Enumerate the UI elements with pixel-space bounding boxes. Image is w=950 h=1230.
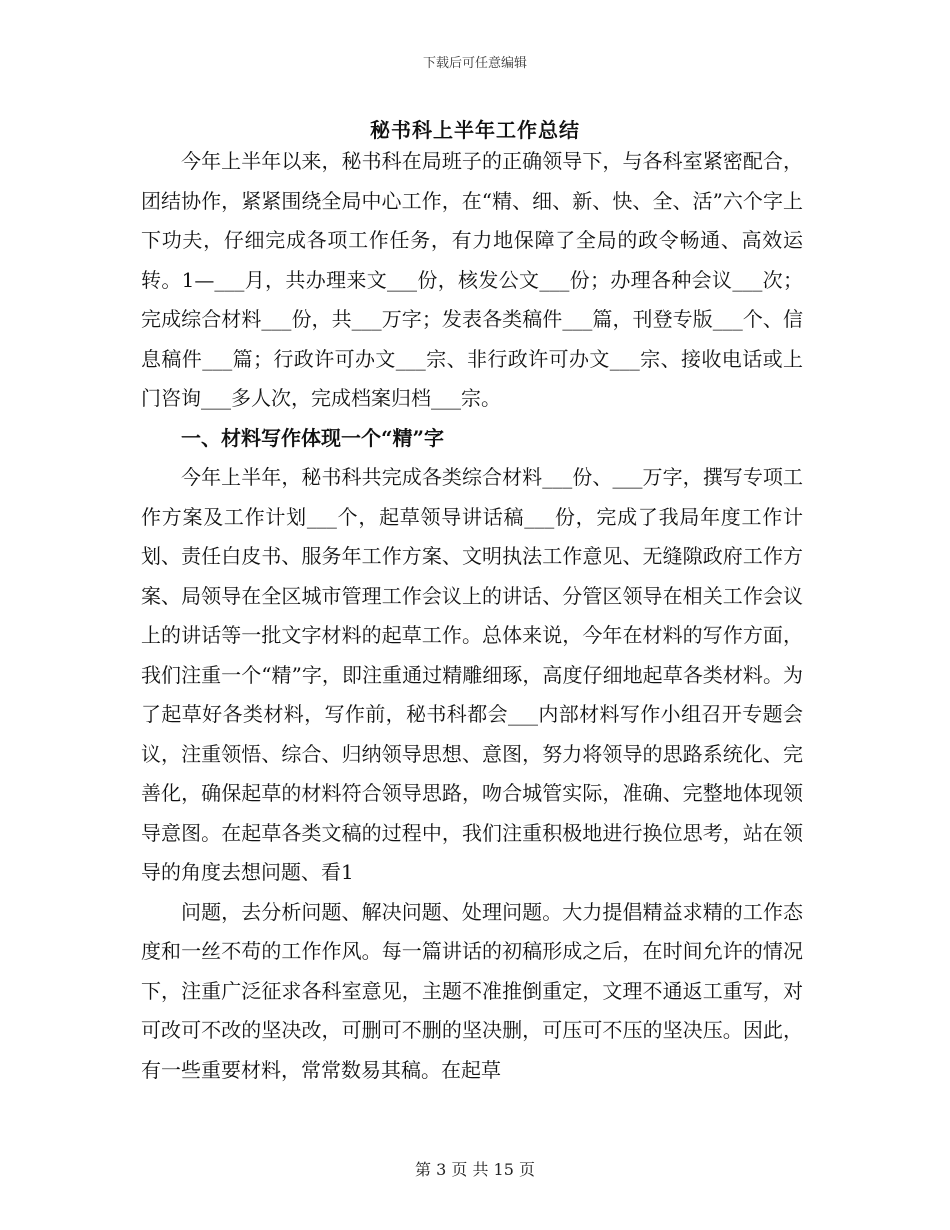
page-number: 第 3 页 共 15 页 [415,1160,535,1179]
document-body [141,142,803,1090]
document-title: 秘书科上半年工作总结 [370,118,580,142]
intro-paragraph: 今年上半年以来，秘书科在局班子的正确领导下，与各科室紧密配合，团结协作，紧紧围绕全局中心工作，在“精、细、新、快、全、活”六个字上下功夫，仔细完成各项工作任务，有力地保障了全局的政令畅通、高效运转。1—___月，共办理来文___份，核发公文___份；办理各种会议___次；完成综合材料___份，共___万字；发表各类稿件___篇，刊登专版___个、信息稿件___篇；行政许可办文___宗、非行政许可办文___宗、接收电话或上门咨询___多人次，完成档案归档___宗。 [141,149,803,410]
section-heading: 一、材料写作体现一个“精”字 [181,425,445,450]
page-header-note: 下载后可任意编辑 [422,56,527,71]
section-paragraph-2: 问题，去分析问题、解决问题、处理问题。大力提倡精益求精的工作态度和一丝不苟的工作作风。每一篇讲话的初稿形成之后，在时间允许的情况下，注重广泛征求各科室意见，主题不准推倒重定，文理不通返工重写，对可改可不改的坚决改，可删可不删的坚决删，可压可不压的坚决压。因此，有一些重要材料，常常数易其稿。在起草 [141,899,803,1082]
section-paragraph-1: 今年上半年，秘书科共完成各类综合材料___份、___万字，撰写专项工作方案及工作计划___个，起草领导讲话稿___份，完成了我局年度工作计划、责任白皮书、服务年工作方案、文明执法工作意见、无缝隙政府工作方案、局领导在全区城市管理工作会议上的讲话、分管区领导在相关工作会议上的讲话等一批文字材料的起草工作。总体来说，今年在材料的写作方面，我们注重一个“精”字，即注重通过精雕细琢，高度仔细地起草各类材料。为了起草好各类材料，写作前，秘书科都会___内部材料写作小组召开专题会议，注重领悟、综合、归纳领导思想、意图，努力将领导的思路系统化、完善化，确保起草的材料符合领导思路，吻合城管实际，准确、完整地体现领导意图。在起草各类文稿的过程中，我们注重积极地进行换位思考，站在领导的角度去想问题、看1 [141,465,803,884]
